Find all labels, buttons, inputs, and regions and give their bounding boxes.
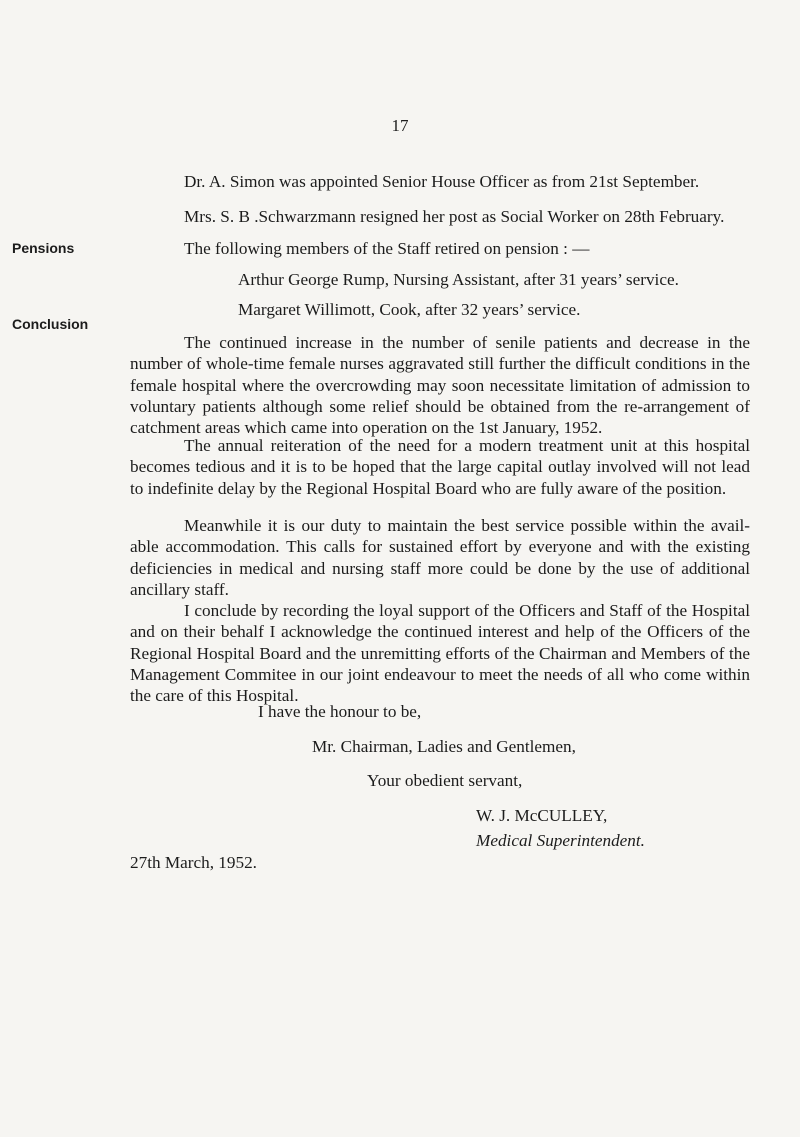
pensioner-line: Arthur George Rump, Nursing Assistant, after 31 years’ service. — [238, 270, 679, 289]
margin-note-pensions: Pensions — [12, 240, 75, 256]
paragraph-conclusion: I conclude by recording the loyal support of the Officers and Staff of the Hospital and on their behalf I acknowledge the continued interest and help of the Officers of the Regional Hospital Board and the unremitting efforts of the Chairman and Members of the Management Commitee in our joint endeavour to meet the needs of all who come within the care of this Hospital. — [130, 601, 750, 706]
signatory-title: Medical Superintendent. — [476, 831, 645, 850]
staff-line-appointment: Dr. A. Simon was appointed Senior House Officer as from 21st September. — [184, 172, 700, 191]
paragraph-treatment-unit: The annual reiteration of the need for a modern treatment unit at this hospital becomes tedious and it is to be hoped that the large capital outlay involved will not lead to indefinite delay by the Regional Hospital Board who are fully aware of the position. — [130, 436, 750, 498]
paragraph-accommodation: Meanwhile it is our duty to maintain the best service possible within the avail- able accommodation. This calls for sustained effort by everyone and with the existing deficiencies in medical and nursing staff more could be done by the use of additional ancillary staff. — [130, 516, 750, 599]
closing-servant: Your obedient servant, — [367, 771, 523, 790]
margin-note-conclusion: Conclusion — [12, 316, 89, 332]
staff-line-pension-intro: The following members of the Staff retired on pension : — — [184, 239, 590, 258]
page-number: 17 — [391, 116, 409, 135]
letter-date: 27th March, 1952. — [130, 853, 257, 872]
closing-salutation: Mr. Chairman, Ladies and Gentlemen, — [312, 737, 576, 756]
signatory-name: W. J. McCULLEY, — [476, 806, 608, 825]
paragraph-senile-patients: The continued increase in the number of senile patients and decrease in the number of whole-time female nurses aggravated still further the difficult conditions in the female hospital where the overcrowding may soon necessitate limitation of admission to voluntary patients although some relief should be obtained from the re-arrangement of catchment areas which came into operation on the 1st January, 1952. — [130, 333, 750, 438]
staff-line-resignation: Mrs. S. B .Schwarzmann resigned her post as Social Worker on 28th February. — [184, 207, 725, 226]
closing-honour: I have the honour to be, — [258, 702, 422, 721]
pensioner-line: Margaret Willimott, Cook, after 32 years’ service. — [238, 300, 581, 319]
